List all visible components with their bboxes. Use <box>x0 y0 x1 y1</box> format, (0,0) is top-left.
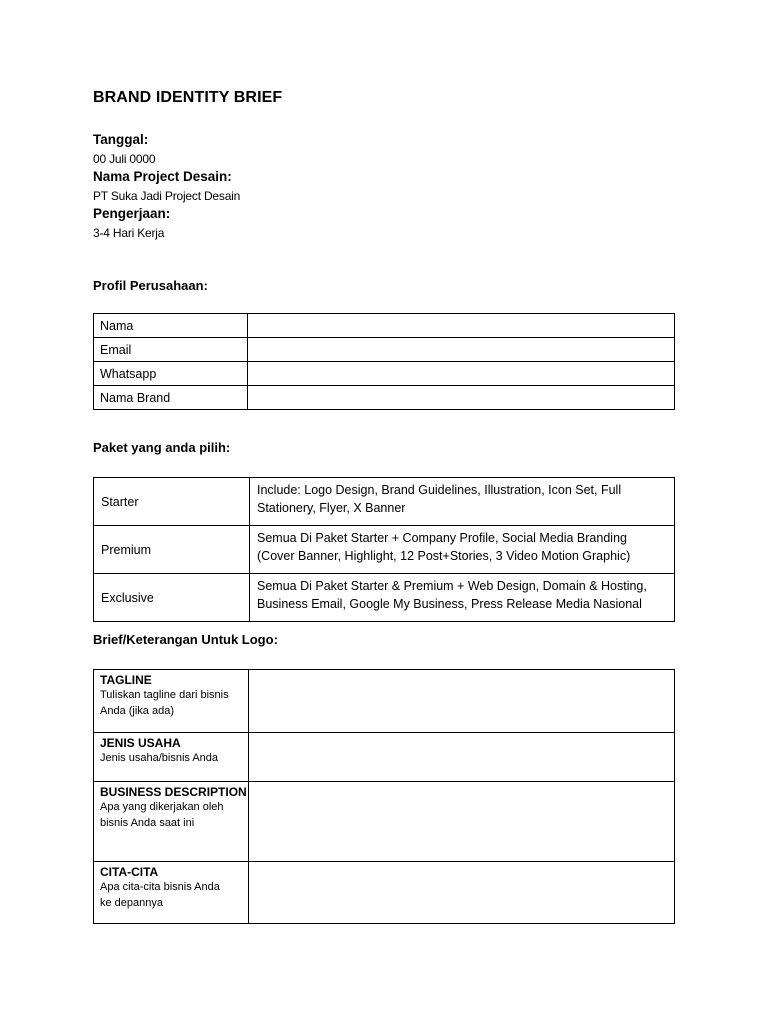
table-row <box>94 782 675 862</box>
table-row <box>94 314 675 338</box>
profil-label-nama-brand: Nama Brand <box>94 386 248 410</box>
pengerjaan-label: Pengerjaan: <box>93 206 171 221</box>
table-row <box>94 733 675 782</box>
tagline-field[interactable] <box>249 670 675 733</box>
profil-field-nama-brand[interactable] <box>248 386 675 410</box>
paket-desc-premium: Semua Di Paket Starter + Company Profile, Social Media Branding (Cover Banner, Highlight, 12 Post+Stories, 3 Video Motion Graphic) <box>250 526 675 574</box>
tanggal-value: 00 Juli 0000 <box>93 151 156 166</box>
business-description-field[interactable] <box>249 782 675 862</box>
profil-table <box>93 313 675 410</box>
table-row <box>94 670 675 733</box>
table-row <box>94 574 675 622</box>
table-row <box>94 526 675 574</box>
logo-cell-business-description <box>94 782 249 862</box>
logo-cell-cita-cita <box>94 862 249 924</box>
paket-desc-exclusive: Semua Di Paket Starter & Premium + Web Design, Domain & Hosting, Business Email, Google My Business, Press Release Media Nasional <box>250 574 675 622</box>
table-row <box>94 478 675 526</box>
jenis-usaha-title: JENIS USAHA <box>100 736 181 750</box>
jenis-usaha-field[interactable] <box>249 733 675 782</box>
paket-heading: Paket yang anda pilih: <box>93 440 231 455</box>
tagline-title: TAGLINE <box>100 673 152 687</box>
project-label: Nama Project Desain: <box>93 169 232 184</box>
paket-name-exclusive: Exclusive <box>94 574 250 622</box>
profil-label-whatsapp: Whatsapp <box>94 362 248 386</box>
business-description-title: BUSINESS DESCRIPTION <box>100 785 247 799</box>
cita-cita-field[interactable] <box>249 862 675 924</box>
paket-name-premium: Premium <box>94 526 250 574</box>
profil-field-email[interactable] <box>248 338 675 362</box>
profil-heading: Profil Perusahaan: <box>93 278 208 293</box>
tagline-hint: Tuliskan tagline dari bisnis Anda (jika ada) <box>100 689 229 717</box>
profil-field-whatsapp[interactable] <box>248 362 675 386</box>
table-row <box>94 362 675 386</box>
profil-label-nama: Nama <box>94 314 248 338</box>
paket-desc-starter: Include: Logo Design, Brand Guidelines, Illustration, Icon Set, Full Stationery, Flyer, X Banner <box>250 478 675 526</box>
paket-table <box>93 477 675 622</box>
logo-cell-jenis-usaha <box>94 733 249 782</box>
jenis-usaha-hint: Jenis usaha/bisnis Anda <box>100 752 219 764</box>
project-value: PT Suka Jadi Project Desain <box>93 188 241 203</box>
logo-heading: Brief/Keterangan Untuk Logo: <box>93 632 278 647</box>
logo-brief-table <box>93 669 675 924</box>
paket-name-starter: Starter <box>94 478 250 526</box>
table-row <box>94 386 675 410</box>
cita-cita-title: CITA-CITA <box>100 865 159 879</box>
pengerjaan-value: 3-4 Hari Kerja <box>93 225 165 240</box>
cita-cita-hint: Apa cita-cita bisnis Anda ke depannya <box>100 881 220 909</box>
logo-cell-tagline <box>94 670 249 733</box>
document-meta <box>93 131 693 242</box>
profil-label-email: Email <box>94 338 248 362</box>
business-description-hint: Apa yang dikerjakan oleh bisnis Anda saat ini <box>100 801 224 829</box>
table-row <box>94 862 675 924</box>
document-title: BRAND IDENTITY BRIEF <box>93 89 283 106</box>
table-row <box>94 338 675 362</box>
profil-field-nama[interactable] <box>248 314 675 338</box>
tanggal-label: Tanggal: <box>93 132 149 147</box>
